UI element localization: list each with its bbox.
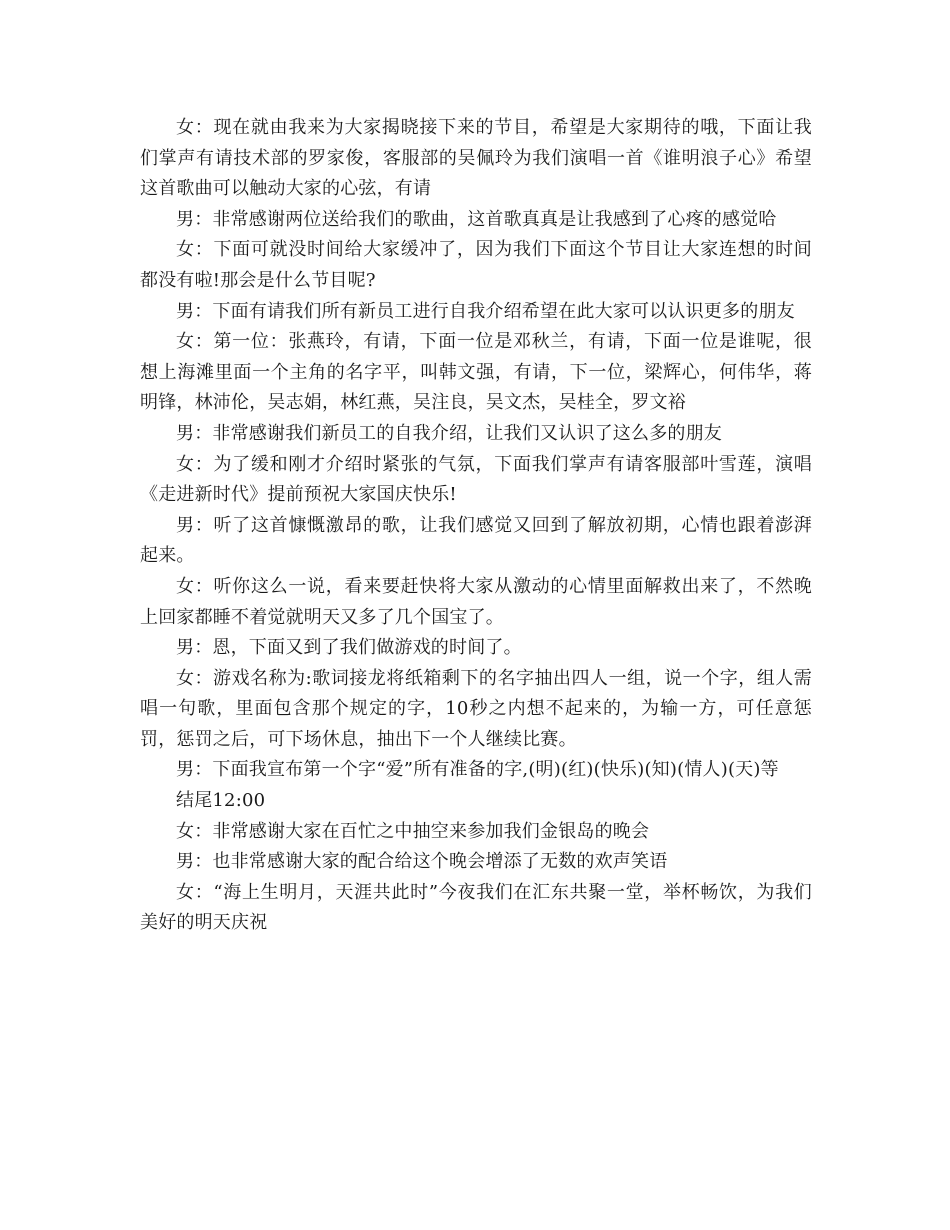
paragraph: 男：非常感谢两位送给我们的歌曲，这首歌真真是让我感到了心疼的感觉哈 (176, 208, 777, 230)
paragraph: 男：恩，下面又到了我们做游戏的时间了。 (176, 637, 522, 659)
paragraph: 女：非常感谢大家在百忙之中抽空来参加我们金银岛的晚会 (176, 820, 650, 842)
paragraph: 男：听了这首慷慨激昂的歌，让我们感觉又回到了解放初期，心情也跟着澎湃起来。 (140, 514, 812, 567)
paragraph: 男：也非常感谢大家的配合给这个晚会增添了无数的欢声笑语 (176, 851, 668, 873)
paragraph: 女：“海上生明月，天涯共此时”今夜我们在汇东共聚一堂，举杯畅饮，为我们美好的明天庆祝 (140, 881, 812, 934)
paragraph: 女：第一位：张燕玲，有请，下面一位是邓秋兰，有请，下面一位是谁呢，很想上海滩里面一个主角的名字平，叫韩文强，有请，下一位，梁辉心，何伟华，蒋明锋，林沛伦，吴志娟，林红燕，吴注良，吴文杰，吴桂全，罗文裕 (140, 331, 812, 414)
paragraph: 男：下面我宣布第一个字“爱”所有准备的字,(明)(红)(快乐)(知)(情人)(天)等 (176, 759, 779, 781)
paragraph: 男：下面有请我们所有新员工进行自我介绍希望在此大家可以认识更多的朋友 (176, 300, 795, 322)
paragraph: 男：非常感谢我们新员工的自我介绍，让我们又认识了这么多的朋友 (176, 422, 722, 444)
paragraph: 女：下面可就没时间给大家缓冲了，因为我们下面这个节目让大家连想的时间都没有啦!那会是什么节目呢? (140, 239, 812, 291)
paragraph: 女：游戏名称为:歌词接龙将纸箱剩下的名字抽出四人一组，说一个字，组人需唱一句歌，里面包含那个规定的字，10秒之内想不起来的，为输一方，可任意惩罚，惩罚之后，可下场休息，抽出下一个人继续比赛。 (140, 667, 812, 750)
paragraph: 女：为了缓和刚才介绍时紧张的气氛，下面我们掌声有请客服部叶雪莲，演唱《走进新时代》提前预祝大家国庆快乐! (140, 453, 812, 506)
section-heading: 结尾12:00 (176, 790, 266, 812)
paragraph: 女：现在就由我来为大家揭晓接下来的节目，希望是大家期待的哦，下面让我们掌声有请技术部的罗家俊，客服部的吴佩玲为我们演唱一首《谁明浪子心》希望这首歌曲可以触动大家的心弦，有请 (140, 117, 812, 200)
paragraph: 女：听你这么一说，看来要赶快将大家从激动的心情里面解救出来了，不然晚上回家都睡不着觉就明天又多了几个国宝了。 (140, 575, 812, 628)
document-body (140, 113, 812, 939)
